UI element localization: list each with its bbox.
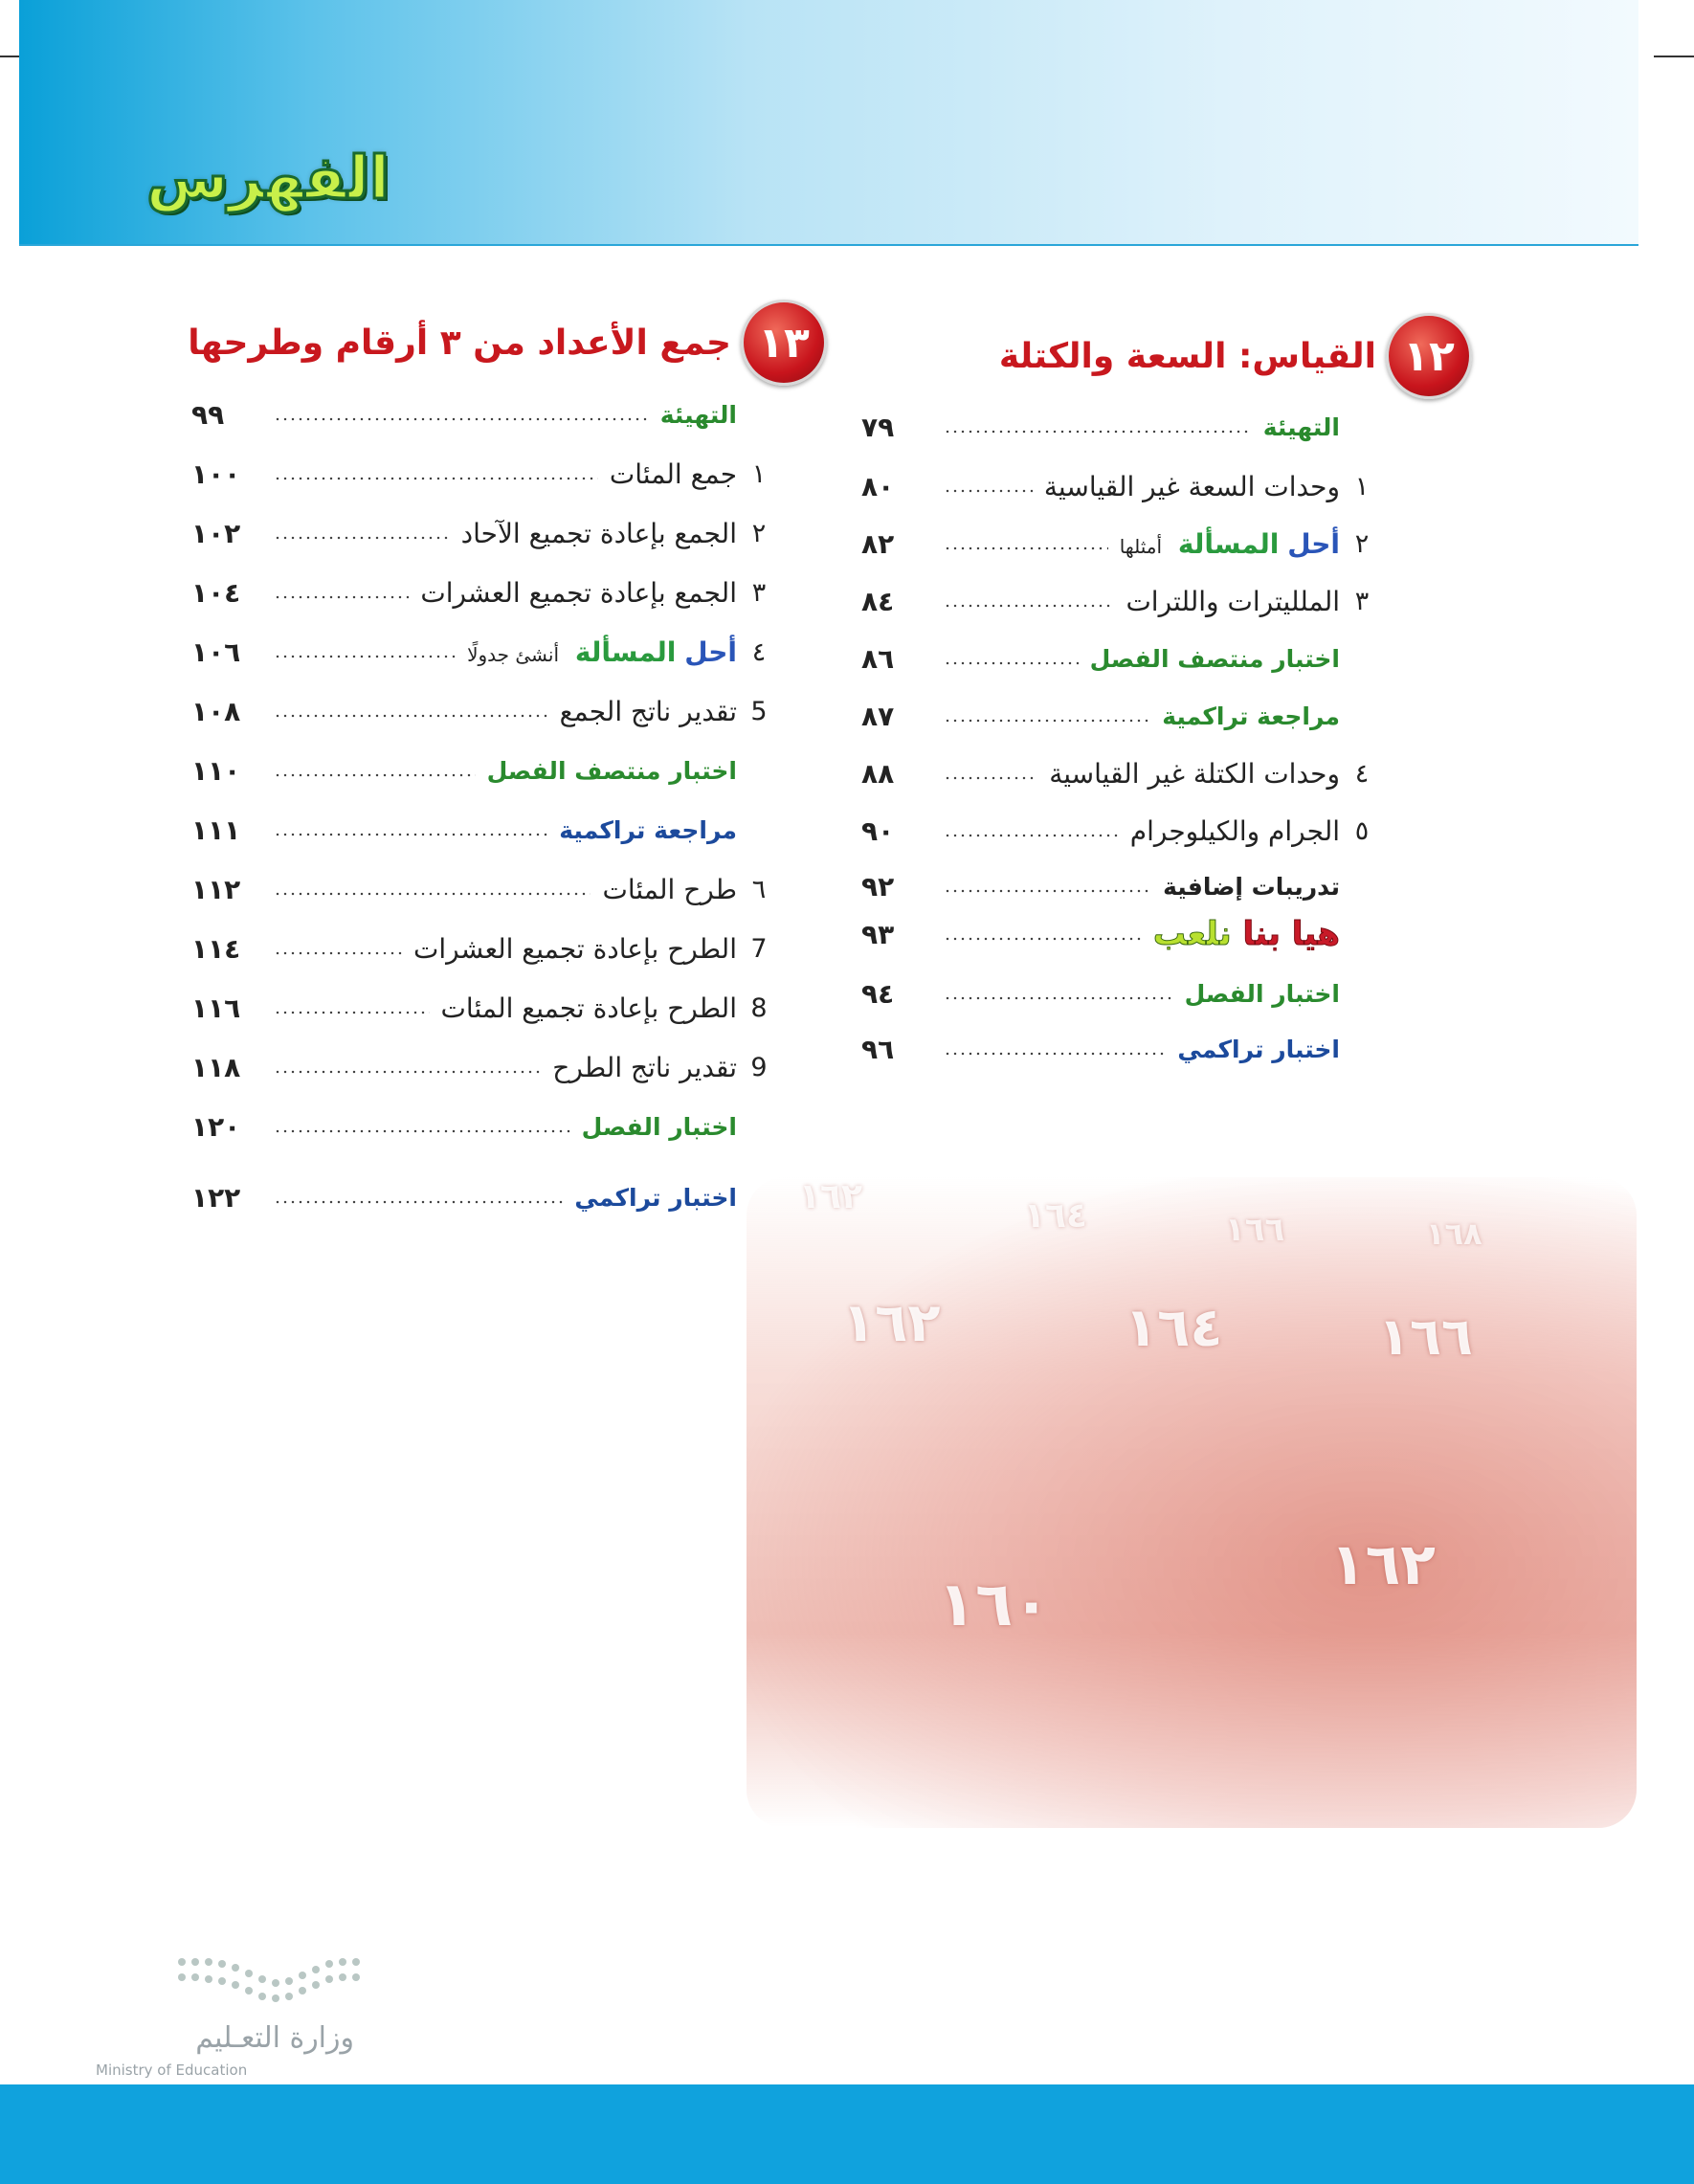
toc-entry[interactable] [191,803,775,857]
lesson-number: 5 [750,696,768,726]
entry-label: جمع المئات [609,457,737,490]
leader-dots [944,996,1173,1000]
lesson-number: ١ [751,458,767,489]
toc-entry[interactable] [191,625,775,679]
theater-seats-photo [747,1177,1637,1828]
solve-label-a: أحل [1287,527,1340,560]
entry-label: الجمع بإعادة تجميع العشرات [420,576,737,609]
page-number: ١٢٢ [191,1181,241,1214]
leader-dots [274,655,456,658]
page-number: ٨٧ [861,700,895,732]
entry-label: تقدير ناتج الجمع [559,695,737,727]
leader-dots [944,604,1114,608]
toc-entry[interactable] [191,566,775,619]
lesson-number: ٦ [751,874,767,904]
toc-entry[interactable] [191,447,775,501]
lesson-number: 8 [750,992,768,1023]
logo-arabic-text: وزارة التعـليم [195,2021,354,2055]
leader-dots [944,489,1033,493]
leader-dots [274,833,547,836]
entry-label: الطرح بإعادة تجميع المئات [440,992,737,1024]
entry-label: مراجعة تراكمية [559,815,737,844]
leader-dots [274,951,402,955]
chapter-12-heading [999,318,1472,394]
leader-dots [944,546,1108,550]
leader-dots [274,773,476,777]
page-number: ٩٩ [191,398,225,431]
lesson-number: 9 [750,1052,768,1082]
toc-entry[interactable] [861,517,1378,570]
toc-entry[interactable] [861,907,1378,961]
leader-dots [944,937,1142,941]
leader-dots [944,776,1037,780]
page-number: ٩٢ [861,870,895,903]
toc-entry[interactable] [861,574,1378,628]
page-number: ١٢٠ [191,1110,241,1143]
solve-label-b: المسألة [574,635,677,668]
toc-entry[interactable] [861,804,1378,858]
lesson-number: ١ [1354,471,1370,501]
seat-number: ١٦٢ [799,1177,862,1216]
leader-dots [944,719,1150,723]
entry-label: الجرام والكيلوجرام [1129,814,1340,847]
logo-english-text: Ministry of Education [96,2061,248,2079]
seat-number: ١٦٢ [842,1292,941,1354]
page-number: ٩٦ [861,1033,895,1065]
page-number: ١٠٤ [191,576,241,609]
seat-number: ١٦٤ [1125,1297,1223,1359]
page-title: الفهرس [145,142,390,212]
toc-entry[interactable] [191,1170,775,1224]
chapter-badge: ١٢ [1386,313,1472,399]
toc-entry[interactable] [861,689,1378,743]
page-number: ١٠٦ [191,635,241,668]
entry-label: اختبار الفصل [581,1112,737,1141]
lesson-number: ٣ [751,577,767,608]
entry-label: تدريبات إضافية [1163,872,1340,901]
entry-label: مراجعة تراكمية [1162,702,1340,730]
entry-label: الجمع بإعادة تجميع الآحاد [460,517,737,549]
entry-label: اختبار منتصف الفصل [486,756,737,785]
seat-number: ١٦٨ [1426,1215,1482,1252]
lesson-number: ٢ [1354,528,1370,559]
seat-number: ١٦٦ [1378,1306,1473,1367]
entry-label: اختبار منتصف الفصل [1089,644,1340,673]
entry-label [1114,528,1346,560]
seat-number: ١٦٠ [938,1570,1051,1640]
entry-label: تقدير ناتج الطرح [552,1051,737,1083]
solve-strategy: أمثلها [1119,534,1163,558]
lesson-number: ٤ [1354,758,1370,789]
entry-label: وحدات السعة غير القياسية [1043,470,1340,502]
toc-entry[interactable] [191,744,775,797]
page-number: ١١٦ [191,992,241,1024]
entry-label [461,636,743,668]
page-number: ٨٨ [861,757,895,790]
toc-entry[interactable] [191,1100,775,1153]
toc-entry[interactable] [861,747,1378,800]
leader-dots [274,417,649,421]
lesson-number: ٣ [1354,586,1370,616]
page-number: ٧٩ [861,411,895,443]
entry-label: اختبار الفصل [1184,979,1340,1008]
leader-dots [944,661,1079,665]
lesson-number: 7 [750,933,768,964]
page-number: ١١٨ [191,1051,241,1083]
entry-label: التهيئة [1262,412,1340,441]
page-number: ٨٦ [861,642,895,675]
entry-label [1148,915,1346,953]
entry-label: اختبار تراكمي [574,1183,737,1212]
game-label-b: نلعب [1152,915,1232,953]
toc-entry[interactable] [191,862,775,916]
entry-label: الطرح بإعادة تجميع العشرات [413,932,737,965]
toc-entry[interactable] [861,400,1378,454]
leader-dots [274,595,409,599]
solve-label-a: أحل [684,635,737,668]
page-number: ١١٢ [191,873,241,905]
toc-entry[interactable] [191,922,775,975]
seat-number: ١٦٦ [1225,1211,1285,1249]
page-number: ٨٤ [861,585,895,617]
toc-entry[interactable] [191,684,775,738]
leader-dots [274,892,591,896]
page-number: ٨٢ [861,527,895,560]
lesson-number: ٤ [751,636,767,667]
leader-dots [944,889,1151,893]
solve-strategy: أنشئ جدولًا [467,642,560,666]
toc-entry[interactable] [191,388,775,441]
toc-entry[interactable] [191,506,775,560]
lesson-number: ٥ [1354,815,1370,846]
page-number: ١١١ [191,813,241,846]
entry-label: طرح المئات [602,873,737,905]
leader-dots [944,430,1252,434]
toc-entry[interactable] [861,1022,1378,1076]
leader-dots [274,1070,541,1074]
page-number: ٩٣ [861,918,895,950]
leader-dots [944,834,1119,837]
page-number: ٩٤ [861,977,895,1010]
page-number: ١١٤ [191,932,241,965]
page-number: ١٠٢ [191,517,241,549]
toc-entry[interactable] [861,967,1378,1020]
seat-number: ١٦٢ [1330,1531,1436,1598]
page-number: ١٠٠ [191,457,241,490]
toc-entry[interactable] [861,459,1378,513]
entry-label: اختبار تراكمي [1177,1035,1340,1063]
chapter-badge: ١٣ [741,300,827,386]
chapter-13-heading [188,304,827,381]
leader-dots [274,714,548,718]
leader-dots [274,536,450,540]
leader-dots [274,477,598,480]
page-number: ٨٠ [861,470,895,502]
crop-mark [1654,56,1694,57]
entry-label: وحدات الكتلة غير القياسية [1049,757,1340,790]
page-number: ١٠٨ [191,695,241,727]
toc-entry[interactable] [191,1040,775,1094]
solve-label-b: المسألة [1177,527,1280,560]
toc-entry[interactable] [861,632,1378,685]
logo-dots-icon [172,1952,364,2010]
page-number: ٩٠ [861,814,895,847]
toc-entry[interactable] [191,981,775,1035]
leader-dots [274,1129,570,1133]
page-number: ١١٠ [191,754,241,787]
seat-number: ١٦٤ [1024,1196,1087,1236]
leader-dots [944,1052,1166,1056]
chapter-title: جمع الأعداد من ٣ أرقام وطرحها [188,323,731,363]
toc-entry[interactable] [861,859,1378,913]
entry-label: التهيئة [659,400,737,429]
entry-label: الملليترات واللترات [1126,585,1340,617]
leader-dots [274,1011,430,1014]
chapter-title: القياس: السعة والكتلة [998,336,1376,376]
game-label-a: هيا بنا [1242,915,1340,953]
footer-band [0,2084,1694,2184]
ministry-logo [96,1943,364,2086]
leader-dots [274,1200,563,1204]
lesson-number: ٢ [751,518,767,548]
